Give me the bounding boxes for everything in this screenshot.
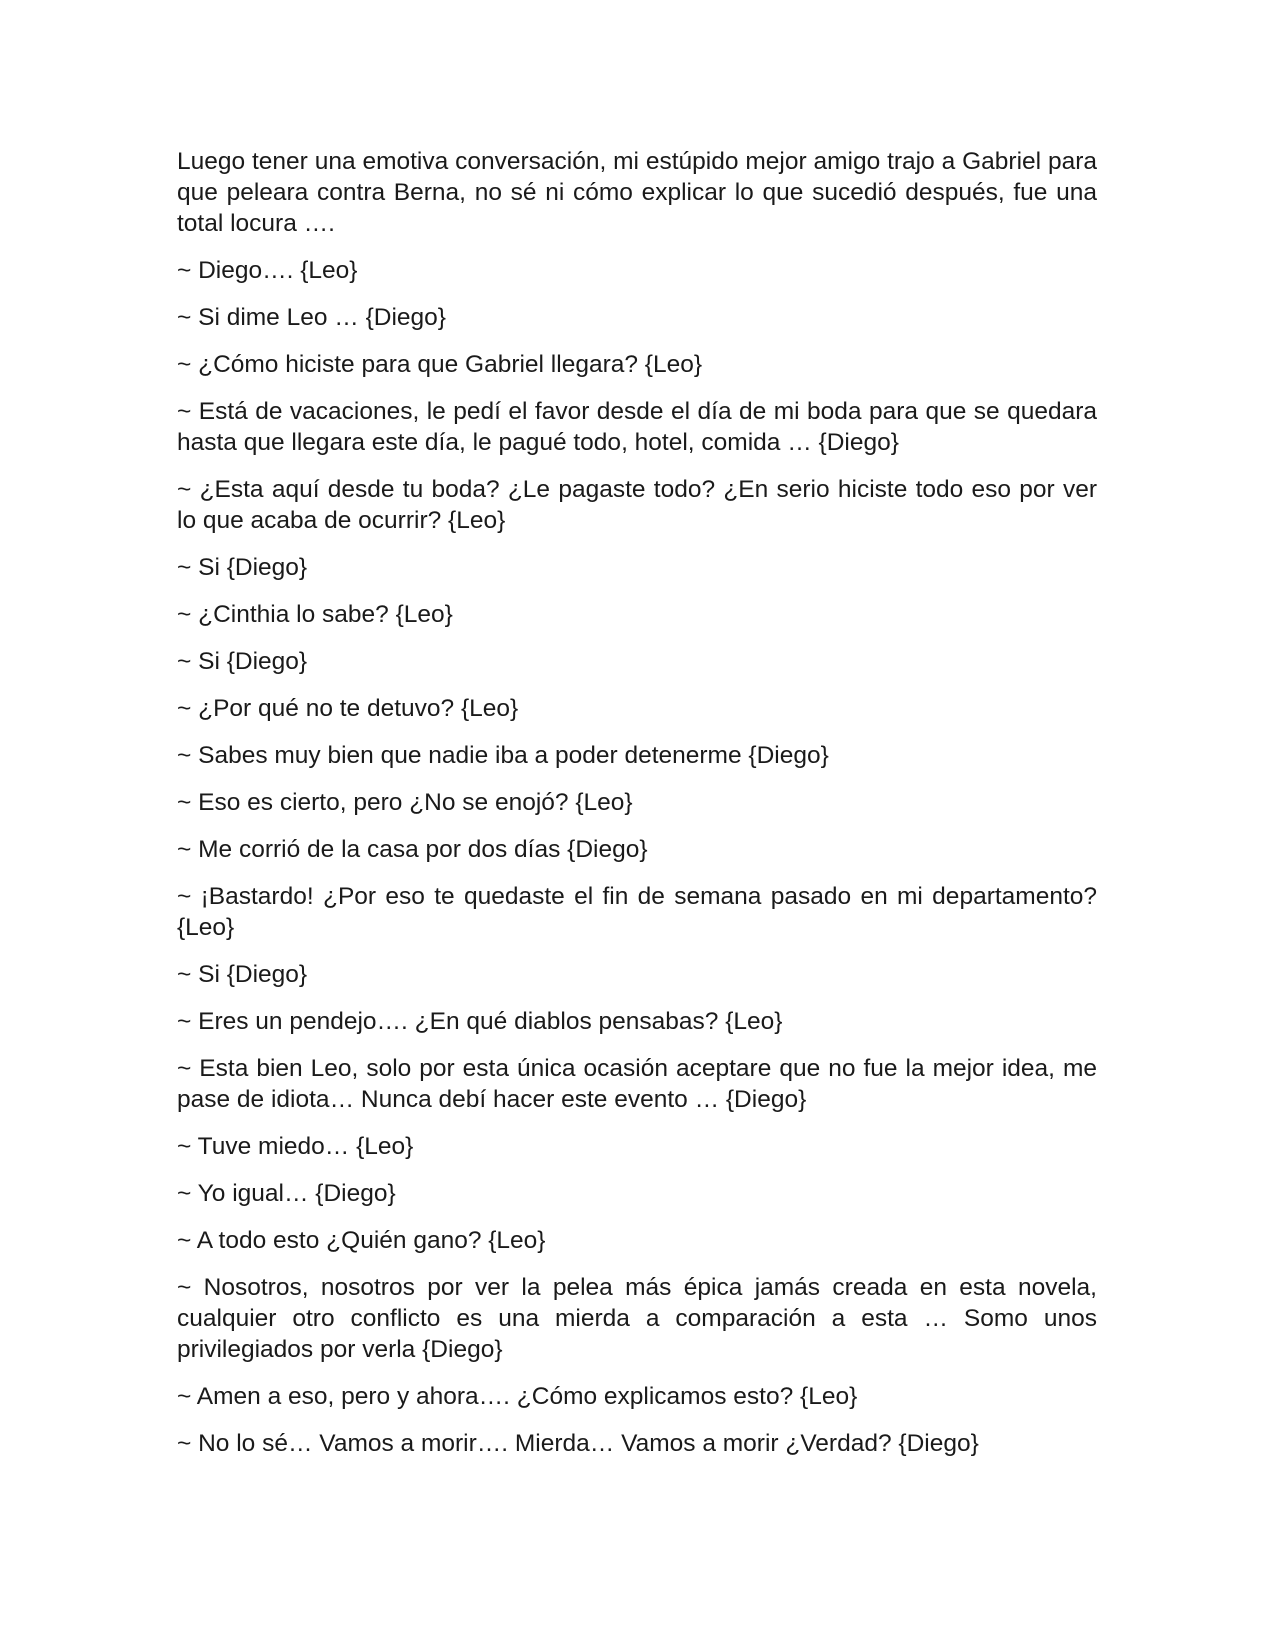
dialogue-line: ~ Esta bien Leo, solo por esta única ocasión aceptare que no fue la mejor idea, me pase de idiota… Nunca debí hacer este evento … {Diego} [177, 1055, 1097, 1113]
document-page [177, 146, 1097, 1475]
dialogue-line: ~ Eso es cierto, pero ¿No se enojó? {Leo} [177, 789, 633, 816]
dialogue-line: ~ ¿Cómo hiciste para que Gabriel llegara? {Leo} [177, 351, 703, 378]
dialogue-line: ~ Tuve miedo… {Leo} [177, 1133, 414, 1160]
dialogue-line: ~ No lo sé… Vamos a morir…. Mierda… Vamos a morir ¿Verdad? {Diego} [177, 1430, 979, 1457]
dialogue-line: ~ Yo igual… {Diego} [177, 1180, 396, 1207]
dialogue-line: ~ ¿Esta aquí desde tu boda? ¿Le pagaste todo? ¿En serio hiciste todo eso por ver lo que acaba de ocurrir? {Leo} [177, 476, 1097, 534]
narrative-paragraph: Luego tener una emotiva conversación, mi estúpido mejor amigo trajo a Gabriel para que peleara contra Berna, no sé ni cómo explicar lo que sucedió después, fue una total locura …. [177, 148, 1097, 237]
dialogue-line: ~ Si {Diego} [177, 648, 308, 675]
dialogue-line: ~ ¡Bastardo! ¿Por eso te quedaste el fin de semana pasado en mi departamento? {Leo} [177, 883, 1097, 941]
dialogue-line: ~ Si dime Leo … {Diego} [177, 304, 446, 331]
dialogue-line: ~ Eres un pendejo…. ¿En qué diablos pensabas? {Leo} [177, 1008, 783, 1035]
dialogue-line: ~ Si {Diego} [177, 961, 308, 988]
dialogue-line: ~ Sabes muy bien que nadie iba a poder detenerme {Diego} [177, 742, 829, 769]
dialogue-line: ~ Si {Diego} [177, 554, 308, 581]
dialogue-line: ~ Está de vacaciones, le pedí el favor desde el día de mi boda para que se quedara hasta que llegara este día, le pagué todo, hotel, comida … {Diego} [177, 398, 1097, 456]
dialogue-line: ~ ¿Cinthia lo sabe? {Leo} [177, 601, 453, 628]
dialogue-line: ~ Nosotros, nosotros por ver la pelea más épica jamás creada en esta novela, cualquier otro conflicto es una mierda a comparación a esta … Somo unos privilegiados por verla {Diego} [177, 1274, 1097, 1363]
dialogue-line: ~ Diego…. {Leo} [177, 257, 358, 284]
dialogue-line: ~ Me corrió de la casa por dos días {Diego} [177, 836, 648, 863]
dialogue-line: ~ ¿Por qué no te detuvo? {Leo} [177, 695, 519, 722]
dialogue-line: ~ A todo esto ¿Quién gano? {Leo} [177, 1227, 546, 1254]
dialogue-line: ~ Amen a eso, pero y ahora…. ¿Cómo explicamos esto? {Leo} [177, 1383, 858, 1410]
